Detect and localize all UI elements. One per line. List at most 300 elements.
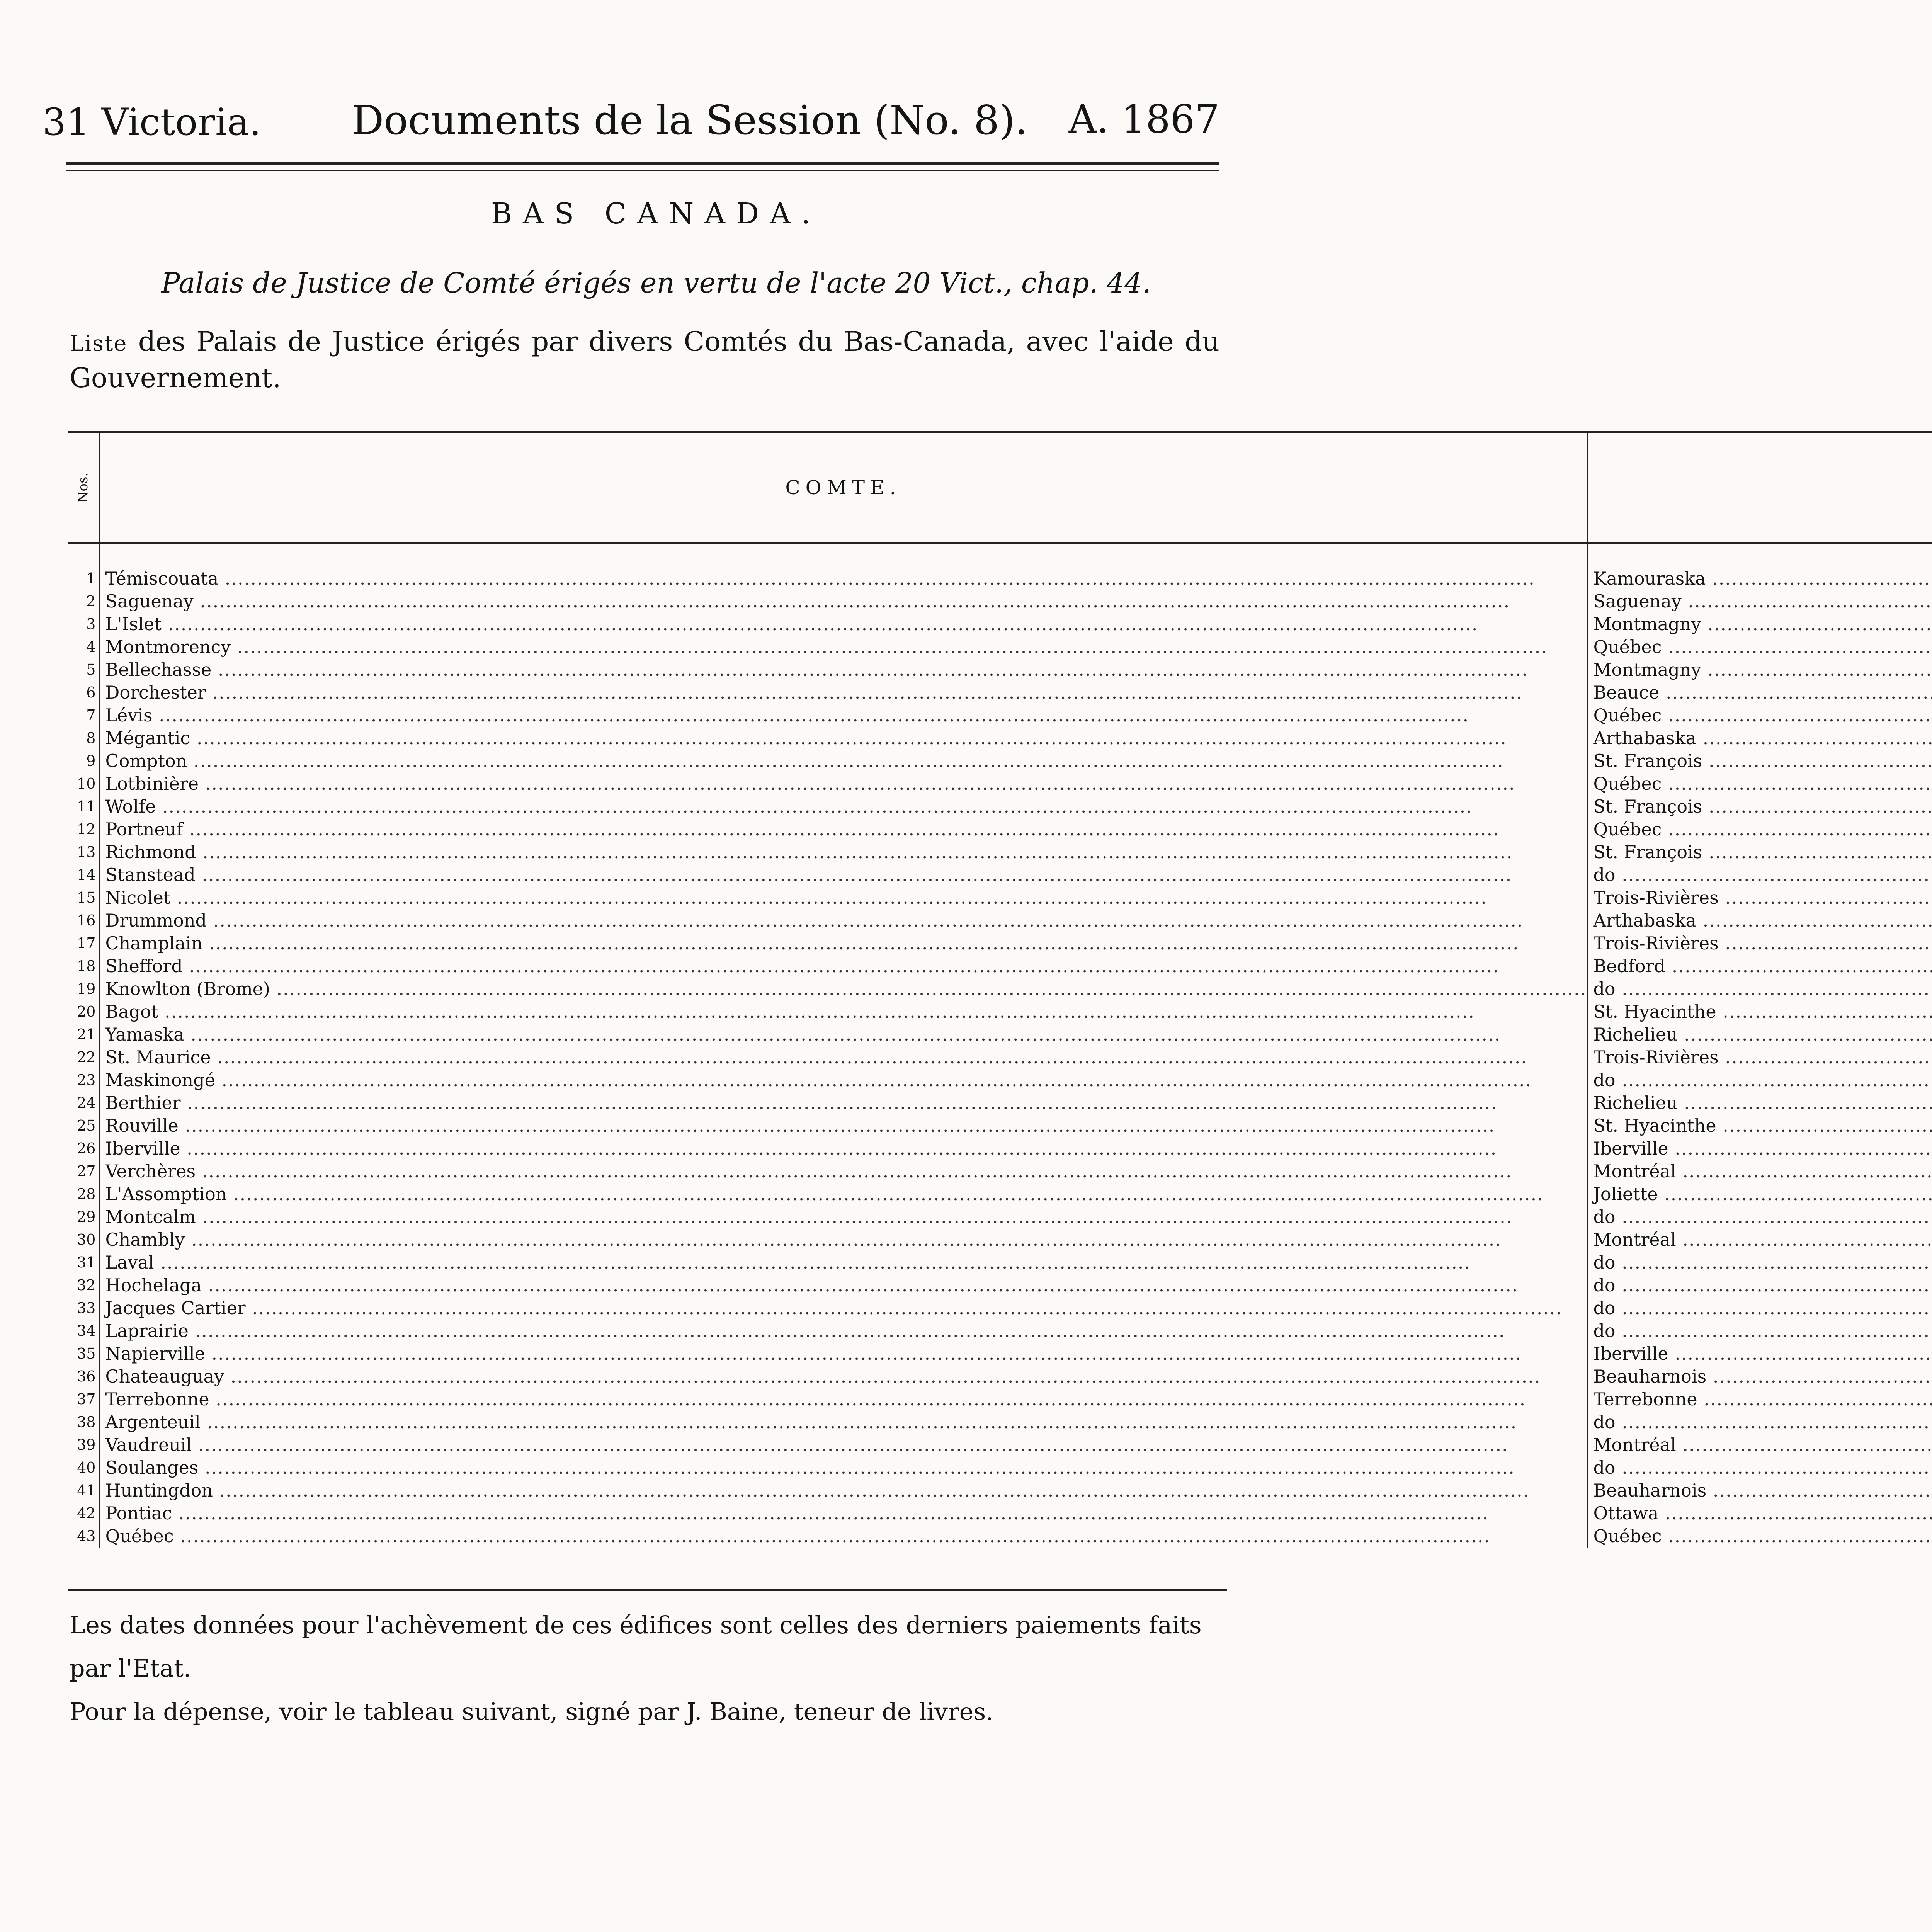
comte-cell (99, 543, 1587, 590)
row-number-text: 4 (86, 638, 96, 655)
district-cell-text: St. Hyacinthe (1593, 1001, 1716, 1022)
district-cell-text: Beauce (1593, 682, 1660, 703)
row-number-text: 26 (77, 1140, 96, 1157)
table-row (68, 658, 1932, 681)
row-number-text: 37 (77, 1391, 96, 1408)
row-number (68, 1000, 99, 1023)
district-cell (1587, 841, 1932, 864)
row-number-text: 29 (77, 1208, 96, 1225)
comte-cell-text: Québec (105, 1526, 174, 1546)
row-number (68, 613, 99, 636)
row-number-text: 23 (77, 1071, 96, 1088)
district-cell-text: Bedford (1593, 956, 1666, 976)
district-cell (1587, 704, 1932, 727)
district-cell (1587, 1251, 1932, 1274)
row-number (68, 841, 99, 864)
intro-first-word: Liste (70, 331, 128, 356)
district-cell-text: Arthabaska (1593, 728, 1696, 748)
district-cell-text: do (1593, 1320, 1616, 1341)
comte-cell-text: Mégantic (105, 728, 190, 748)
comte-cell (99, 750, 1587, 772)
row-number (68, 1297, 99, 1320)
table-row (68, 1069, 1932, 1092)
row-number (68, 543, 99, 590)
row-number-text: 28 (77, 1185, 96, 1202)
district-cell (1587, 590, 1932, 613)
comte-cell-text: Compton (105, 750, 187, 771)
comte-cell-text: Chateauguay (105, 1366, 224, 1387)
row-number-text: 17 (77, 935, 96, 952)
comte-cell (99, 909, 1587, 932)
district-cell-text: do (1593, 1252, 1616, 1273)
district-cell-text: Québec (1593, 636, 1662, 657)
row-number (68, 1092, 99, 1114)
row-number (68, 1388, 99, 1411)
comte-cell (99, 1456, 1587, 1479)
table-row (68, 727, 1932, 750)
comte-cell-text: Montcalm (105, 1206, 196, 1227)
table-row (68, 795, 1932, 818)
table-row (68, 1251, 1932, 1274)
comte-cell (99, 1069, 1587, 1092)
comte-cell-text: Stanstead (105, 864, 196, 885)
comte-cell-text: Shefford (105, 956, 183, 976)
table-row (68, 590, 1932, 613)
comte-cell-text: Témiscouata (105, 568, 219, 589)
row-number-text: 41 (77, 1482, 96, 1499)
table-row (68, 1502, 1932, 1525)
table-row (68, 613, 1932, 636)
table-row (68, 1274, 1932, 1297)
district-cell-text: Trois-Rivières (1593, 933, 1719, 954)
header-session-year: 31 Victoria. (43, 100, 261, 144)
district-cell (1587, 1502, 1932, 1525)
row-number (68, 681, 99, 704)
row-number (68, 1023, 99, 1046)
district-cell-text: Terrebonne (1593, 1389, 1697, 1410)
row-number (68, 704, 99, 727)
row-number (68, 590, 99, 613)
comte-cell-text: Lévis (105, 705, 153, 726)
row-number-text: 27 (77, 1163, 96, 1180)
comte-cell (99, 1320, 1587, 1342)
row-number-text: 14 (77, 866, 96, 883)
district-cell (1587, 1228, 1932, 1251)
row-number-text: 1 (86, 570, 96, 587)
comte-cell-text: Vaudreuil (105, 1434, 192, 1455)
comte-cell (99, 864, 1587, 886)
district-cell (1587, 1365, 1932, 1388)
comte-cell-text: Iberville (105, 1138, 180, 1159)
comte-cell (99, 1342, 1587, 1365)
comte-cell (99, 1411, 1587, 1434)
district-cell-text: St. Hyacinthe (1593, 1115, 1716, 1136)
row-number (68, 1251, 99, 1274)
district-cell-text: Montréal (1593, 1229, 1676, 1250)
header-rule (66, 162, 1219, 165)
district-cell-text: Beauharnois (1593, 1366, 1707, 1387)
comte-cell (99, 1525, 1587, 1548)
table-row (68, 1160, 1932, 1183)
comte-cell-text: L'Assomption (105, 1184, 227, 1204)
district-cell-text: Montmagny (1593, 659, 1701, 680)
comte-cell (99, 1228, 1587, 1251)
comte-cell (99, 932, 1587, 955)
district-cell (1587, 955, 1932, 978)
row-number-text: 12 (77, 821, 96, 838)
comte-cell-text: Drummond (105, 910, 207, 931)
district-cell (1587, 818, 1932, 841)
row-number (68, 864, 99, 886)
district-cell-text: Iberville (1593, 1138, 1668, 1159)
column-header-comte: COMTE. (99, 432, 1587, 543)
district-cell (1587, 1183, 1932, 1206)
comte-cell-text: Maskinongé (105, 1070, 215, 1090)
row-number (68, 1137, 99, 1160)
footnote-expense: Pour la dépense, voir le tableau suivant, signé par J. Baine, teneur de livres. (70, 1697, 993, 1726)
row-number (68, 1069, 99, 1092)
district-cell (1587, 772, 1932, 795)
table-row (68, 1479, 1932, 1502)
row-number-text: 40 (77, 1459, 96, 1476)
row-number-text: 13 (77, 844, 96, 861)
row-number-text: 10 (77, 775, 96, 792)
district-cell-text: Québec (1593, 1526, 1662, 1546)
row-number (68, 727, 99, 750)
table-row (68, 1456, 1932, 1479)
district-cell-text: Québec (1593, 705, 1662, 726)
row-number (68, 1456, 99, 1479)
district-cell (1587, 1137, 1932, 1160)
table-row (68, 750, 1932, 772)
district-cell-text: Québec (1593, 819, 1662, 840)
row-number (68, 1525, 99, 1548)
comte-cell-text: Terrebonne (105, 1389, 209, 1410)
district-cell (1587, 886, 1932, 909)
district-cell-text: do (1593, 1457, 1616, 1478)
table-row (68, 543, 1932, 590)
row-number (68, 1365, 99, 1388)
table-row (68, 1137, 1932, 1160)
district-cell (1587, 1320, 1932, 1342)
district-cell (1587, 1160, 1932, 1183)
district-cell-text: Montréal (1593, 1434, 1676, 1455)
district-cell-text: Trois-Rivières (1593, 887, 1719, 908)
row-number-text: 6 (86, 684, 96, 701)
row-number-text: 16 (77, 912, 96, 929)
comte-cell (99, 955, 1587, 978)
table-row (68, 909, 1932, 932)
row-number (68, 750, 99, 772)
district-cell-text: Montréal (1593, 1161, 1676, 1182)
comte-cell-text: Soulanges (105, 1457, 199, 1478)
comte-cell-text: Hochelaga (105, 1275, 202, 1296)
district-cell-text: Beauharnois (1593, 1480, 1707, 1501)
table-row (68, 1000, 1932, 1023)
comte-cell-text: Bagot (105, 1001, 158, 1022)
comte-cell-text: Wolfe (105, 796, 156, 817)
table-row (68, 955, 1932, 978)
table-row (68, 1183, 1932, 1206)
comte-cell (99, 613, 1587, 636)
district-cell (1587, 795, 1932, 818)
table-row (68, 1342, 1932, 1365)
comte-cell (99, 727, 1587, 750)
comte-cell-text: Yamaska (105, 1024, 184, 1045)
comte-cell (99, 1502, 1587, 1525)
district-cell (1587, 1342, 1932, 1365)
district-cell (1587, 909, 1932, 932)
comte-cell (99, 1114, 1587, 1137)
district-cell-text: do (1593, 1298, 1616, 1318)
district-cell-text: do (1593, 978, 1616, 999)
table-row (68, 1365, 1932, 1388)
district-cell-text: St. François (1593, 796, 1702, 817)
comte-cell-text: Chambly (105, 1229, 185, 1250)
row-number (68, 1206, 99, 1228)
table-row (68, 1206, 1932, 1228)
row-number (68, 1183, 99, 1206)
row-number-text: 42 (77, 1505, 96, 1522)
row-number (68, 1479, 99, 1502)
district-cell-text: do (1593, 864, 1616, 885)
district-cell (1587, 613, 1932, 636)
footnotes (70, 1604, 1219, 1733)
district-cell (1587, 864, 1932, 886)
comte-cell-text: Knowlton (Brome) (105, 978, 270, 999)
district-cell (1587, 1069, 1932, 1092)
row-number (68, 978, 99, 1000)
district-cell-text: Ottawa (1593, 1503, 1659, 1524)
row-number (68, 955, 99, 978)
comte-cell (99, 1251, 1587, 1274)
row-number (68, 658, 99, 681)
row-number-text: 19 (77, 980, 96, 997)
intro-text: des Palais de Justice érigés par divers Comtés du Bas-Canada, avec l'aide du Gouvernement. (70, 326, 1219, 394)
comte-cell-text: Laprairie (105, 1320, 189, 1341)
header-rule-thin (66, 170, 1219, 171)
district-cell-text: Richelieu (1593, 1024, 1678, 1045)
page-header (43, 89, 1219, 155)
row-number (68, 1320, 99, 1342)
table-row (68, 772, 1932, 795)
table-row (68, 636, 1932, 658)
district-cell (1587, 932, 1932, 955)
district-cell-text: do (1593, 1206, 1616, 1227)
row-number (68, 1114, 99, 1137)
comte-cell-text: Rouville (105, 1115, 179, 1136)
row-number-text: 18 (77, 957, 96, 975)
district-cell (1587, 658, 1932, 681)
comte-cell (99, 818, 1587, 841)
comte-cell-text: Verchères (105, 1161, 196, 1182)
comte-cell (99, 886, 1587, 909)
comte-cell (99, 681, 1587, 704)
district-cell (1587, 1456, 1932, 1479)
district-cell-text: Kamouraska (1593, 568, 1706, 589)
district-cell-text: St. François (1593, 842, 1702, 862)
row-number (68, 909, 99, 932)
table-row (68, 1388, 1932, 1411)
comte-cell-text: Dorchester (105, 682, 206, 703)
row-number-text: 21 (77, 1026, 96, 1043)
row-number-text: 33 (77, 1299, 96, 1316)
district-cell (1587, 1023, 1932, 1046)
comte-cell (99, 1365, 1587, 1388)
row-number (68, 1434, 99, 1456)
comte-cell (99, 1137, 1587, 1160)
row-number-text: 38 (77, 1413, 96, 1430)
table-row (68, 841, 1932, 864)
table-row (68, 978, 1932, 1000)
row-number-text: 32 (77, 1277, 96, 1294)
district-cell (1587, 1479, 1932, 1502)
row-number (68, 1274, 99, 1297)
comte-cell-text: Portneuf (105, 819, 183, 840)
row-number-text: 3 (86, 616, 96, 633)
district-cell-text: Arthabaska (1593, 910, 1696, 931)
district-cell (1587, 1000, 1932, 1023)
district-cell-text: Québec (1593, 773, 1662, 794)
row-number (68, 1046, 99, 1069)
table-row (68, 1023, 1932, 1046)
table-row (68, 886, 1932, 909)
comte-cell (99, 590, 1587, 613)
table-row (68, 704, 1932, 727)
table-row (68, 1434, 1932, 1456)
table-header-row (68, 432, 1932, 543)
comte-cell-text: Champlain (105, 933, 203, 954)
table-row (68, 1114, 1932, 1137)
comte-cell-text: Jacques Cartier (105, 1298, 246, 1318)
comte-cell-text: L'Islet (105, 614, 162, 634)
district-cell-text: Saguenay (1593, 591, 1682, 612)
column-header-district (1587, 432, 1932, 543)
table-row (68, 1046, 1932, 1069)
intro-paragraph (70, 325, 1219, 395)
row-number (68, 636, 99, 658)
district-cell (1587, 1046, 1932, 1069)
district-cell (1587, 636, 1932, 658)
comte-cell (99, 841, 1587, 864)
district-cell (1587, 750, 1932, 772)
district-cell (1587, 1092, 1932, 1114)
row-number (68, 932, 99, 955)
comte-cell (99, 636, 1587, 658)
table-row (68, 864, 1932, 886)
comte-cell (99, 1297, 1587, 1320)
row-number-text: 31 (77, 1254, 96, 1271)
comte-cell (99, 1479, 1587, 1502)
district-cell (1587, 1297, 1932, 1320)
table-row (68, 1411, 1932, 1434)
district-cell-text: do (1593, 1070, 1616, 1090)
district-cell (1587, 1206, 1932, 1228)
row-number-text: 24 (77, 1094, 96, 1111)
district-cell (1587, 978, 1932, 1000)
district-cell-text: Iberville (1593, 1343, 1668, 1364)
row-number-text: 20 (77, 1003, 96, 1020)
district-cell (1587, 1434, 1932, 1456)
table-row (68, 1297, 1932, 1320)
section-title: BAS CANADA. (491, 197, 821, 230)
comte-cell (99, 1388, 1587, 1411)
district-cell (1587, 1274, 1932, 1297)
district-cell (1587, 681, 1932, 704)
row-number (68, 1160, 99, 1183)
district-cell-text: Trois-Rivières (1593, 1047, 1719, 1068)
comte-cell-text: Huntingdon (105, 1480, 213, 1501)
row-number-text: 36 (77, 1368, 96, 1385)
row-number-text: 35 (77, 1345, 96, 1362)
comte-cell-text: Richmond (105, 842, 196, 862)
row-number-text: 2 (86, 593, 96, 610)
district-cell-text: Richelieu (1593, 1092, 1678, 1113)
row-number-text: 34 (77, 1322, 96, 1339)
courthouse-table (68, 431, 1932, 1548)
district-cell-text: do (1593, 1412, 1616, 1432)
comte-cell-text: Napierville (105, 1343, 205, 1364)
row-number (68, 772, 99, 795)
district-cell-text: do (1593, 1275, 1616, 1296)
comte-cell (99, 1274, 1587, 1297)
comte-cell (99, 772, 1587, 795)
row-number-text: 15 (77, 889, 96, 906)
row-number-text: 8 (86, 730, 96, 747)
column-header-number: Nos. (68, 432, 99, 543)
comte-cell (99, 795, 1587, 818)
comte-cell (99, 1092, 1587, 1114)
header-document-title: Documents de la Session (No. 8). (352, 97, 1028, 144)
row-number-text: 11 (77, 798, 96, 815)
district-cell-text: Montmagny (1593, 614, 1701, 634)
comte-cell-text: Bellechasse (105, 659, 212, 680)
comte-cell-text: Montmorency (105, 636, 231, 657)
comte-cell-text: St. Maurice (105, 1047, 211, 1068)
row-number-text: 5 (86, 661, 96, 678)
comte-cell (99, 1434, 1587, 1456)
row-number-text: 30 (77, 1231, 96, 1248)
table-row (68, 932, 1932, 955)
district-cell (1587, 1388, 1932, 1411)
comte-cell-text: Argenteuil (105, 1412, 201, 1432)
row-number-text: 43 (77, 1527, 96, 1544)
district-cell (1587, 1411, 1932, 1434)
subtitle: Palais de Justice de Comté érigés en vertu de l'acte 20 Vict., chap. 44. (161, 267, 1151, 299)
row-number (68, 1228, 99, 1251)
comte-cell (99, 704, 1587, 727)
row-number-text: 9 (86, 752, 96, 769)
footnote-dates: Les dates données pour l'achèvement de ces édifices sont celles des derniers paiements faits par l'Etat. (70, 1611, 1202, 1682)
row-number (68, 1502, 99, 1525)
district-cell-text: Joliette (1593, 1184, 1658, 1204)
row-number (68, 1411, 99, 1434)
header-year: A. 1867 (1068, 97, 1219, 142)
row-number (68, 795, 99, 818)
comte-cell (99, 978, 1587, 1000)
district-cell (1587, 1114, 1932, 1137)
table-row (68, 1320, 1932, 1342)
table-row (68, 1228, 1932, 1251)
district-cell (1587, 1525, 1932, 1548)
comte-cell (99, 1000, 1587, 1023)
comte-cell-text: Berthier (105, 1092, 181, 1113)
comte-cell (99, 1183, 1587, 1206)
district-cell (1587, 727, 1932, 750)
table-row (68, 1092, 1932, 1114)
comte-cell (99, 658, 1587, 681)
comte-cell (99, 1206, 1587, 1228)
